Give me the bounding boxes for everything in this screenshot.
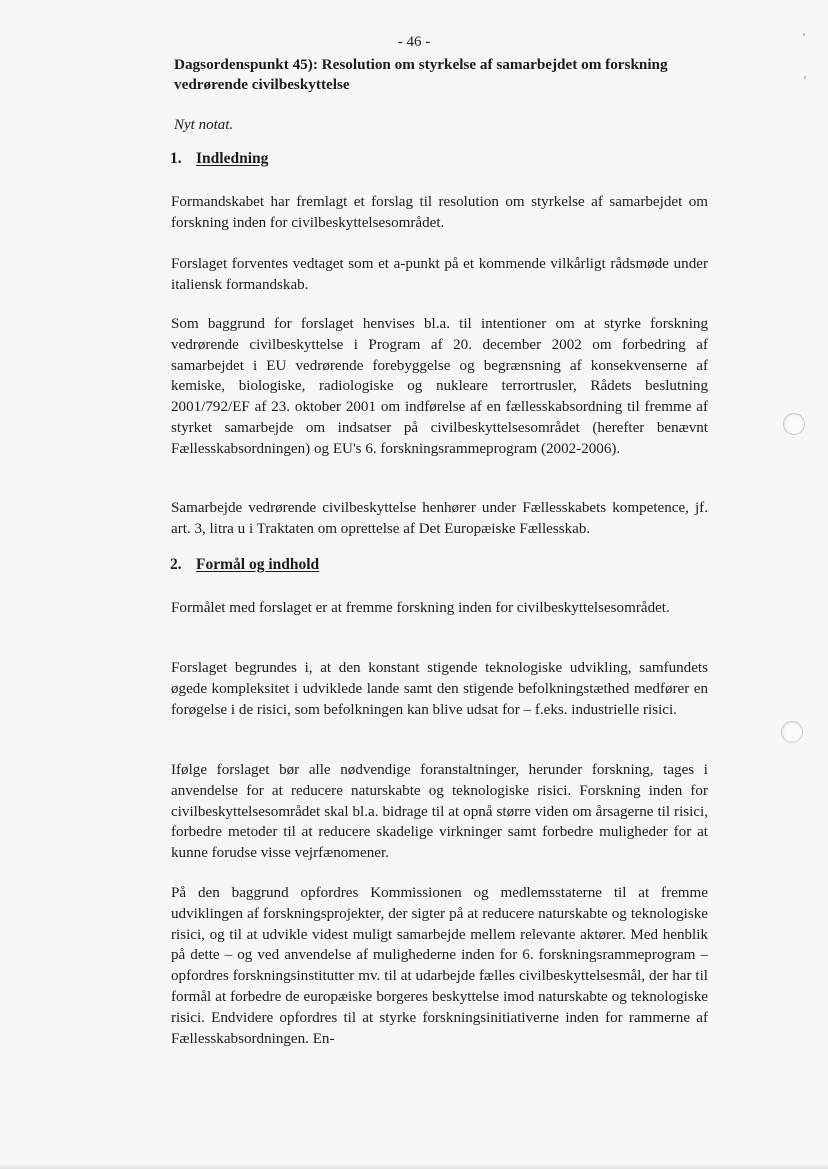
section-number: 1.	[170, 150, 182, 167]
note-label: Nyt notat.	[174, 117, 234, 133]
speck-mark	[803, 33, 805, 36]
paragraph: Som baggrund for forslaget henvises bl.a. til intentioner om at styrke forskning vedrørende civilbeskyttelse i Program af 20. december 2002 om forbedring af samarbejdet i EU vedrørende forebyggelse og begrænsning af konsekvenserne af kemiske, biologiske, radiologiske og nukleare terrortrusler, Rådets beslutning 2001/792/EF af 23. oktober 2001 om indførelse af en fællesskabsordning til fremme af styrket samarbejde om indsatser på civilbeskyttelsesområdet (herefter benævnt Fællesskabsordningen) og EU's 6. forskningsrammeprogram (2002-2006).	[171, 316, 708, 457]
paragraph: På den baggrund opfordres Kommissionen og medlemsstaterne til at fremme udviklingen af forskningsprojekter, der sigter på at reducere naturskabte og teknologiske risici, og til at udvikle videst muligt samarbejde mellem relevante aktører. Med henblik på dette – og ved anvendelse af mulighederne inden for 6. forskningsrammeprogram – opfordres forskningsinstitutter mv. til at udarbejde fælles civilbeskyttelsesmål, der har til formål at forbedre de europæiske borgeres beskyttelse imod naturskabte og teknologiske risici. Endvidere opfordres til at styrke forskningsinitiativerne inden for rammerne af Fællesskabsordningen. En-	[171, 885, 708, 1047]
page-number: - 46 -	[397, 34, 431, 50]
paragraph: Samarbejde vedrørende civilbeskyttelse henhører under Fællesskabets kompetence, jf. art. 3, litra u i Traktaten om oprettelse af Det Europæiske Fællesskab.	[171, 500, 708, 537]
paragraph: Formandskabet har fremlagt et forslag til resolution om styrkelse af samarbejdet om forskning inden for civilbeskyttelsesområdet.	[171, 194, 708, 231]
agenda-item-title: Dagsordenspunkt 45): Resolution om styrkelse af samarbejdet om forskning vedrørende civilbeskyttelse	[174, 56, 668, 93]
paragraph: Formålet med forslaget er at fremme forskning inden for civilbeskyttelsesområdet.	[171, 600, 670, 616]
punch-hole-icon	[781, 721, 803, 743]
page-edge	[0, 1163, 828, 1169]
section-heading-introduction	[170, 150, 268, 168]
paragraph: Ifølge forslaget bør alle nødvendige foranstaltninger, herunder forskning, tages i anvendelse for at reducere naturskabte og teknologiske risici. Forskning inden for civilbeskyttelsesområdet skal bl.a. bidrage til at opnå større viden om årsagerne til risici, forbedre metoder til at reducere skadelige virkninger samt forbedre muligheder for at kunne forudse visse vejrfænomener.	[171, 762, 708, 862]
section-title: Indledning	[196, 150, 269, 167]
punch-hole-icon	[783, 413, 805, 435]
paragraph: Forslaget begrundes i, at den konstant stigende teknologiske udvikling, samfundets øgede kompleksitet i udviklede lande samt den stigende befolkningstæthed medfører en forøgelse i de risici, som befolkningen kan blive udsat for – f.eks. industrielle risici.	[171, 660, 708, 718]
speck-mark	[804, 76, 806, 79]
section-number: 2.	[170, 556, 182, 573]
paragraph: Forslaget forventes vedtaget som et a-punkt på et kommende vilkårligt rådsmøde under italiensk formandskab.	[171, 256, 708, 293]
section-heading-purpose-and-content	[170, 556, 319, 574]
section-title: Formål og indhold	[196, 556, 320, 573]
